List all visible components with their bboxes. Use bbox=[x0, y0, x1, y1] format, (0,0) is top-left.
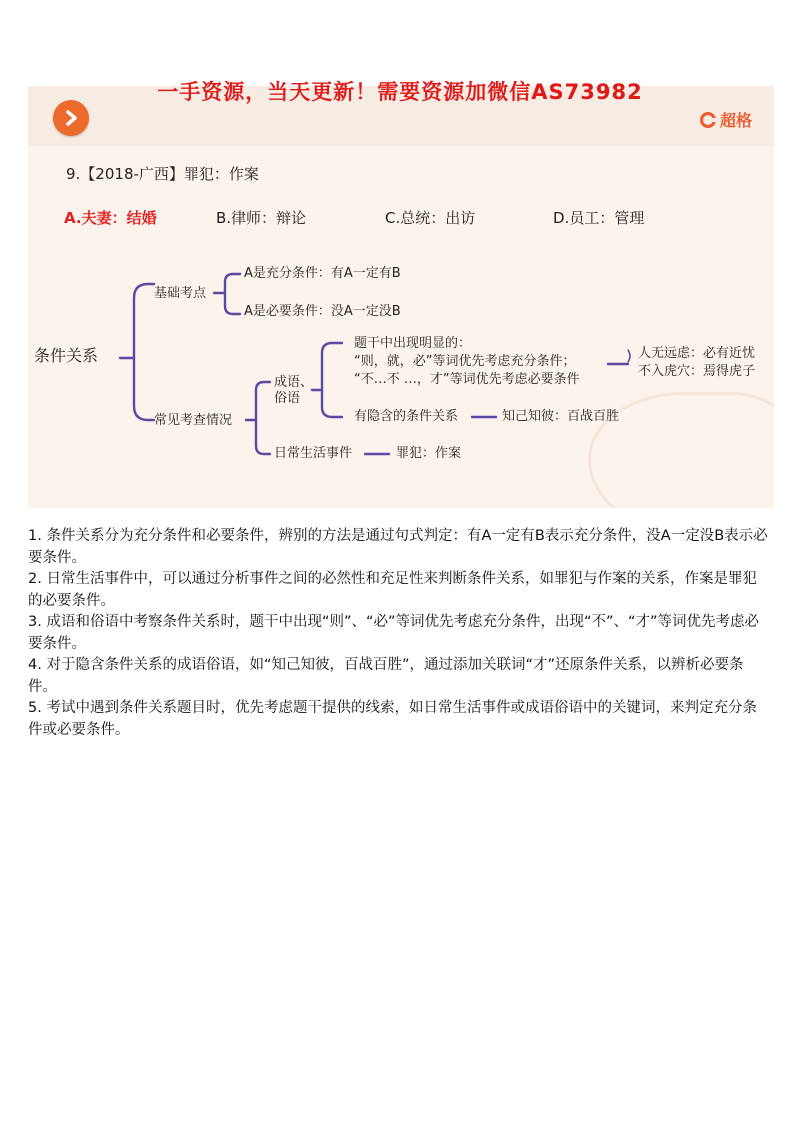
option-b: B.律师：辩论 bbox=[216, 209, 307, 227]
node-daily: 日常生活事件 bbox=[274, 446, 353, 461]
note-item: 5. 考试中遇到条件关系题目时，优先考虑题干提供的线索，如日常生活事件或成语俗语中的关键词，来判定充分条件或必要条件。 bbox=[28, 700, 757, 738]
explanation-notes bbox=[28, 526, 768, 741]
option-a: A.夫妻：结婚 bbox=[64, 209, 157, 227]
question-title: 9.【2018-广西】罪犯：作案 bbox=[66, 165, 259, 183]
option-c: C.总统：出访 bbox=[385, 209, 476, 227]
option-d: D.员工：管理 bbox=[553, 209, 645, 227]
node-explicit-line1: 题干中出现明显的： bbox=[354, 336, 472, 351]
node-hidden: 有隐含的条件关系 bbox=[354, 409, 459, 424]
node-idiom-line1: 成语、 bbox=[274, 375, 314, 390]
node-daily-example: 罪犯：作案 bbox=[396, 446, 462, 461]
note-item: 3. 成语和俗语中考察条件关系时，题干中出现“则”、“必”等词优先考虑充分条件，出现“不”、“才”等词优先考虑必要条件。 bbox=[28, 614, 760, 652]
node-example-line2: 不入虎穴：焉得虎子 bbox=[638, 364, 756, 379]
node-necessary: A是必要条件：没A一定没B bbox=[244, 304, 401, 319]
node-example-line1: 人无远虑：必有近忧 bbox=[638, 346, 756, 361]
note-item: 2. 日常生活事件中，可以通过分析事件之间的必然性和充足性来判断条件关系，如罪犯与作案的关系，作案是罪犯的必要条件。 bbox=[28, 571, 757, 609]
mindmap-connectors bbox=[28, 86, 774, 508]
node-hidden-example: 知己知彼：百战百胜 bbox=[502, 409, 620, 424]
node-explicit-line3: “不…不 …，才”等词优先考虑必要条件 bbox=[354, 372, 580, 387]
node-explicit-line2: “则，就，必”等词优先考虑充分条件； bbox=[354, 354, 576, 369]
promo-banner: 一手资源，当天更新！需要资源加微信AS73982 bbox=[157, 80, 643, 104]
note-item: 4. 对于隐含条件关系的成语俗语，如“知己知彼，百战百胜”，通过添加关联词“才”还原条件关系，以辨析必要条件。 bbox=[28, 657, 744, 695]
brand-name: 超格 bbox=[719, 111, 752, 130]
node-common: 常见考查情况 bbox=[154, 413, 233, 428]
lesson-slide bbox=[28, 86, 774, 508]
node-idiom-line2: 俗语 bbox=[274, 391, 301, 406]
note-item: 1. 条件关系分为充分条件和必要条件，辨别的方法是通过句式判定：有A一定有B表示充分条件，没A一定没B表示必要条件。 bbox=[28, 528, 768, 566]
node-sufficient: A是充分条件：有A一定有B bbox=[244, 266, 401, 281]
mindmap-root: 条件关系 bbox=[34, 346, 99, 365]
node-basics: 基础考点 bbox=[154, 286, 207, 301]
